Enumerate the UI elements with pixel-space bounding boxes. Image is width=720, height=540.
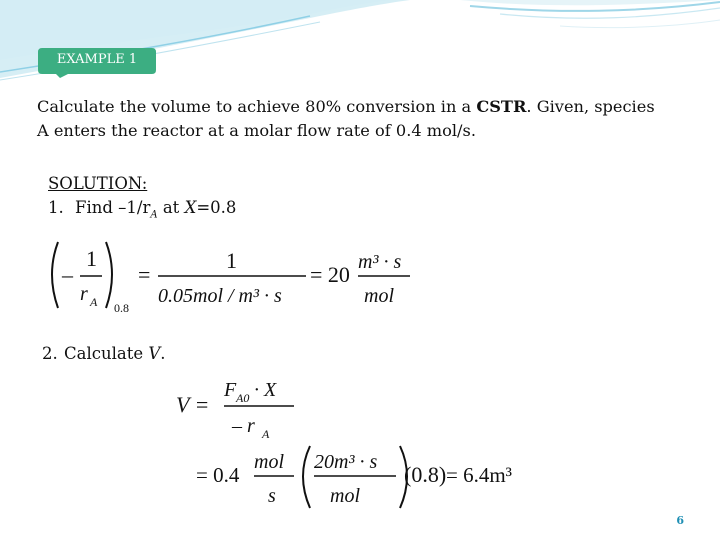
eq1-eval-sub: 0.8 [114,301,129,315]
example-tag-label: EXAMPLE 1 [56,52,138,67]
eq1-units-den: mol [364,285,394,307]
step-2-number: 2. [42,344,58,363]
problem-statement [37,95,707,143]
eq1-equals-2: = 20 [310,262,350,287]
eq1-num-one: 1 [86,246,97,271]
problem-line-1: Calculate the volume to achieve 80% conversion in a CSTR. Given, species [37,97,655,116]
page-number: 6 [676,514,684,527]
step-1: 1. Find $-1/r_A$ at X=0.8 [48,198,237,221]
eq2-frac1-num: mol [254,451,284,473]
eq1-rhs-num: 1 [226,248,237,273]
eq1-rhs-den: 0.05mol / m³ · s [158,285,282,307]
eq2-frac2-num: 20m³ · s [314,451,378,473]
eq1-equals-1: = [138,262,151,287]
eq2-frac1-den: s [268,485,276,507]
eq2-factor: (0.8) [404,462,447,487]
eq2-num-tail: · X [254,379,277,401]
step-2: 2. Calculate V. [42,344,166,363]
step-1-number: 1. [48,198,64,217]
eq2-result: = 6.4m³ [446,463,512,487]
eq2-den-sub: A [262,427,270,441]
problem-line-2: A enters the reactor at a molar flow rate of 0.4 mol/s. [37,121,476,140]
eq2-lhs: V = [176,392,210,417]
eq1-units-num: m³ · s [358,251,402,273]
cstr-term: CSTR [476,97,527,116]
eq1-r-sub: A [90,295,98,309]
equation-1 [44,238,424,316]
eq2-num-sub: A0 [236,391,250,405]
equation-2 [174,372,544,514]
eq1-r: r [80,283,88,305]
eq2-num: F [224,379,237,401]
eq2-den: – r [232,415,255,437]
eq2-frac2-den: mol [330,485,360,507]
eq1-minus: – [62,262,73,287]
solution-heading: SOLUTION: [48,174,148,193]
eq2-line2-lead: = 0.4 [196,463,240,487]
